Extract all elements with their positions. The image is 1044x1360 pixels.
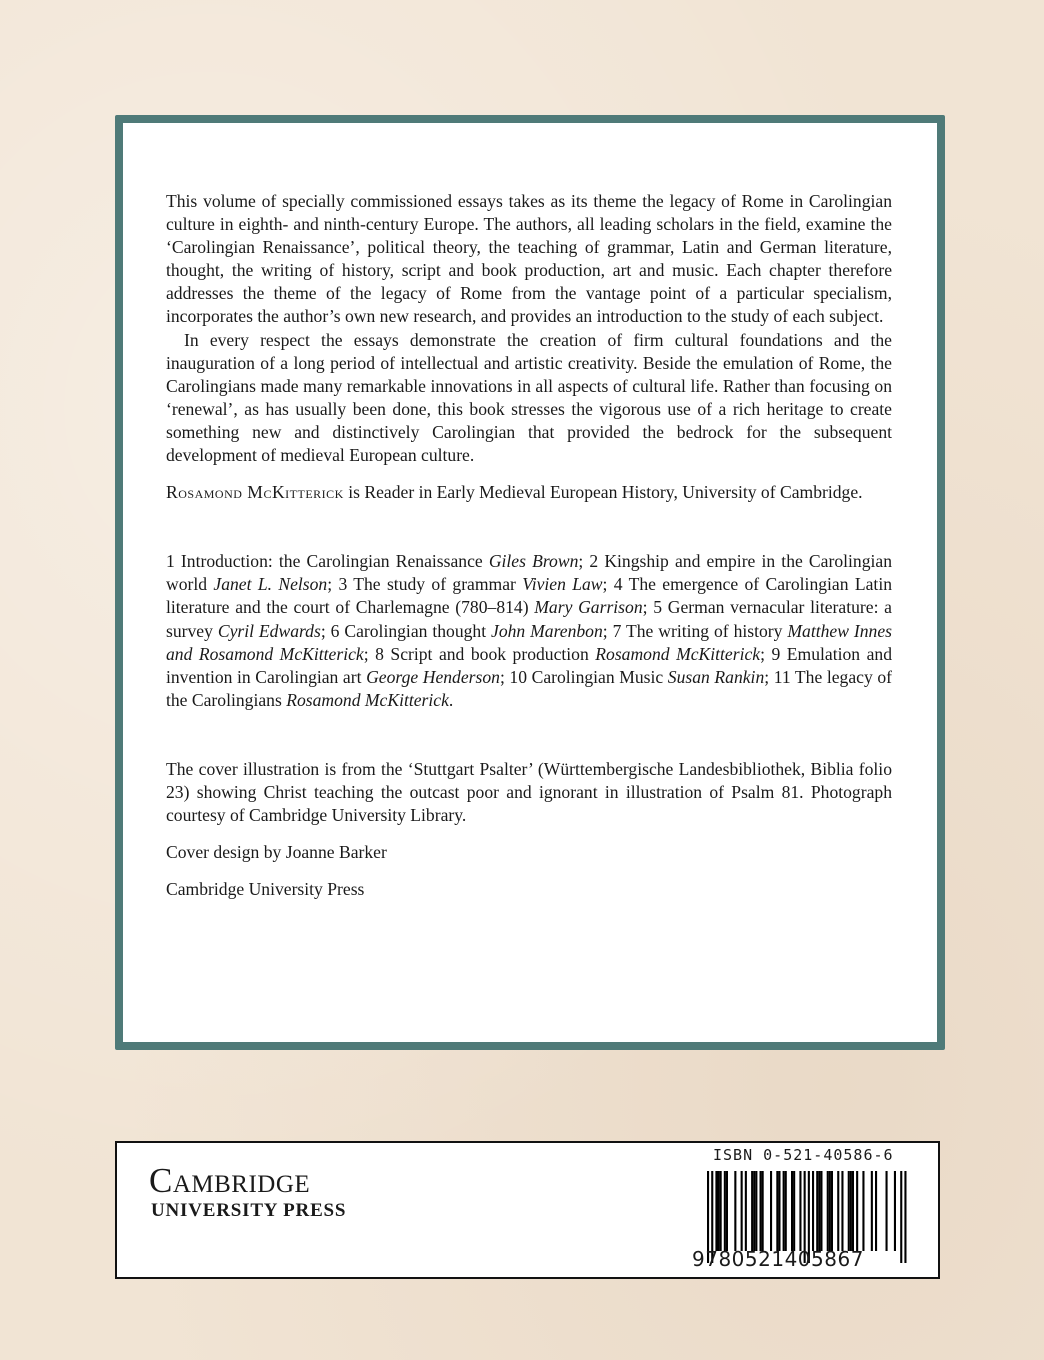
chapter-title: 5 German vernacular literature: a survey — [166, 597, 892, 641]
publisher-barcode-box — [115, 1141, 940, 1279]
barcode-bar — [783, 1171, 785, 1251]
chapter-title: 10 Carolingian Music — [509, 666, 668, 687]
barcode-bar — [778, 1171, 780, 1251]
barcode-bar — [816, 1171, 818, 1251]
description-paragraph-2: In every respect the essays demonstrate the creation of firm cultural foundations and the inauguration of a long period of intellectual and artistic creativity. Beside the emulation of Rome, the Carolingians made many remarkable innovations in all aspects of cultural life. Rather than focusing on ‘renewal’, as has usually been done, this book stresses the vigorous use of a rich heritage to create something new and distinctively Carolingian that provided the bedrock for the subsequent development of medieval European culture. — [166, 329, 892, 466]
description-paragraph-1: This volume of specially commissioned essays takes as its theme the legacy of Rome in Carolingian culture in eighth- and ninth-century Europe. The authors, all leading scholars in the field, examine the ‘Carolingian Renaissance’, political theory, the teaching of grammar, Latin and German literature, thought, the writing of history, script and book production, art and music. Each chapter therefore addresses the theme of the legacy of Rome from the vantage point of a particular specialism, incorporates the author’s own new research, and provides an introduction to the study of each subject. — [166, 191, 892, 327]
editor-bio-text: is Reader in Early Medieval European History, University of Cambridge. — [343, 482, 863, 503]
chapter-author: Mary Garrison — [534, 597, 643, 618]
barcode-bar — [886, 1171, 888, 1251]
barcode-bar — [793, 1171, 795, 1251]
editor-name: Rosamond McKitterick — [166, 482, 344, 503]
barcode-bar — [741, 1171, 743, 1251]
chapter-title: 9 Emulation and invention in Carolingian art — [166, 643, 893, 687]
barcode-bar — [734, 1171, 736, 1251]
table-of-contents: 1 Introduction: the Carolingian Renaissance Giles Brown; 2 Kingship and empire in the Carolingian world Janet L. Nelson; 3 The study of grammar Vivien Law; 4 The emergence of Carolingian Latin literature and the court of Charlemagne (780–814) Mary Garrison; 5 German vernacular literature: a survey Cyril Edwards; 6 Carolingian thought John Marenbon; 7 The writing of history Matthew Innes and Rosamond McKitterick; 8 Script and book production Rosamond McKitterick; 9 Emulation and invention in Carolingian art George Henderson; 10 Carolingian Music Susan Rankin; 11 The legacy of the Carolingians Rosamond McKitterick. — [166, 551, 893, 710]
chapter-title: 4 The emergence of Carolingian Latin literature and the court of Charlemagne (780–814) — [166, 574, 893, 618]
barcode-bar — [770, 1171, 772, 1251]
chapter-author: Cyril Edwards — [217, 620, 321, 641]
back-cover-text — [166, 190, 892, 901]
barcode-bar — [791, 1171, 793, 1251]
barcode-digits-text: 9780521405867 — [692, 1247, 864, 1271]
barcode-bar — [755, 1171, 757, 1251]
barcode-bar — [718, 1171, 720, 1251]
chapter-author: Rosamond McKitterick — [595, 643, 761, 664]
isbn-label: ISBN 0-521-40586-6 — [713, 1146, 894, 1164]
editor-bio — [166, 481, 892, 504]
barcode-bar — [841, 1171, 843, 1251]
barcode-bar — [785, 1171, 787, 1251]
illustration-credit: The cover illustration is from the ‘Stuttgart Psalter’ (Württembergische Landesbibliothek, Biblia folio 23) showing Christ teaching the outcast poor and ignorant in illustration of Psalm 81. Photograph courtesy of Cambridge University Library. — [166, 758, 892, 826]
chapter-title: 8 Script and book production — [375, 643, 596, 664]
barcode-bar — [820, 1171, 822, 1251]
chapter-author: Janet L. Nelson — [213, 574, 328, 595]
barcode-bar — [904, 1171, 906, 1263]
barcode-bar — [715, 1171, 717, 1251]
barcode-bar — [831, 1171, 833, 1251]
barcode-bar — [762, 1171, 764, 1251]
barcode-bar — [829, 1171, 831, 1251]
barcode-bar — [799, 1171, 801, 1251]
barcode-bar — [724, 1171, 726, 1251]
publisher-logo-line2: UNIVERSITY PRESS — [151, 1200, 347, 1221]
barcode-bar — [871, 1171, 873, 1251]
barcode-bar — [875, 1171, 877, 1251]
barcode-bar — [852, 1171, 854, 1251]
barcode-bar — [818, 1171, 820, 1251]
chapter-title: 2 Kingship and empire in the Carolingian world — [166, 551, 892, 595]
barcode-bar — [726, 1171, 728, 1251]
chapter-title: 7 The writing of history — [612, 620, 788, 641]
publisher-logo-line1: Cambridge — [149, 1161, 311, 1200]
chapter-author: Giles Brown — [488, 551, 579, 572]
chapter-title: 1 Introduction: the Carolingian Renaissance — [166, 551, 489, 572]
barcode-bar — [856, 1171, 858, 1251]
barcode-bar — [745, 1171, 747, 1251]
chapter-title: 3 The study of grammar — [338, 574, 523, 595]
barcode-bar — [827, 1171, 829, 1251]
barcode-bar — [753, 1171, 755, 1251]
chapter-author: Susan Rankin — [667, 666, 765, 687]
chapter-author: Rosamond McKitterick — [286, 689, 449, 710]
chapter-author: Vivien Law — [522, 574, 603, 595]
barcode-bar — [776, 1171, 778, 1251]
chapter-author: Matthew Innes and Rosamond McKitterick — [166, 620, 892, 664]
chapter-title: 6 Carolingian thought — [330, 620, 492, 641]
design-credit: Cover design by Joanne Barker — [166, 842, 387, 863]
barcode-bar — [862, 1171, 864, 1251]
barcode-bar — [837, 1171, 839, 1251]
barcode-bar — [894, 1171, 896, 1251]
barcode-digits — [692, 1247, 864, 1271]
barcode-bar — [720, 1171, 722, 1251]
publisher-name: Cambridge University Press — [166, 879, 365, 900]
barcode-bar — [848, 1171, 850, 1251]
barcode-bar — [900, 1171, 902, 1263]
barcode-bar — [760, 1171, 762, 1251]
chapter-title: 11 The legacy of the Carolingians — [166, 666, 892, 710]
barcode-bar — [812, 1171, 814, 1251]
chapter-author: John Marenbon — [491, 620, 603, 641]
barcode-bar — [850, 1171, 852, 1251]
barcode-bar — [751, 1171, 753, 1251]
chapter-author: George Henderson — [366, 666, 500, 687]
